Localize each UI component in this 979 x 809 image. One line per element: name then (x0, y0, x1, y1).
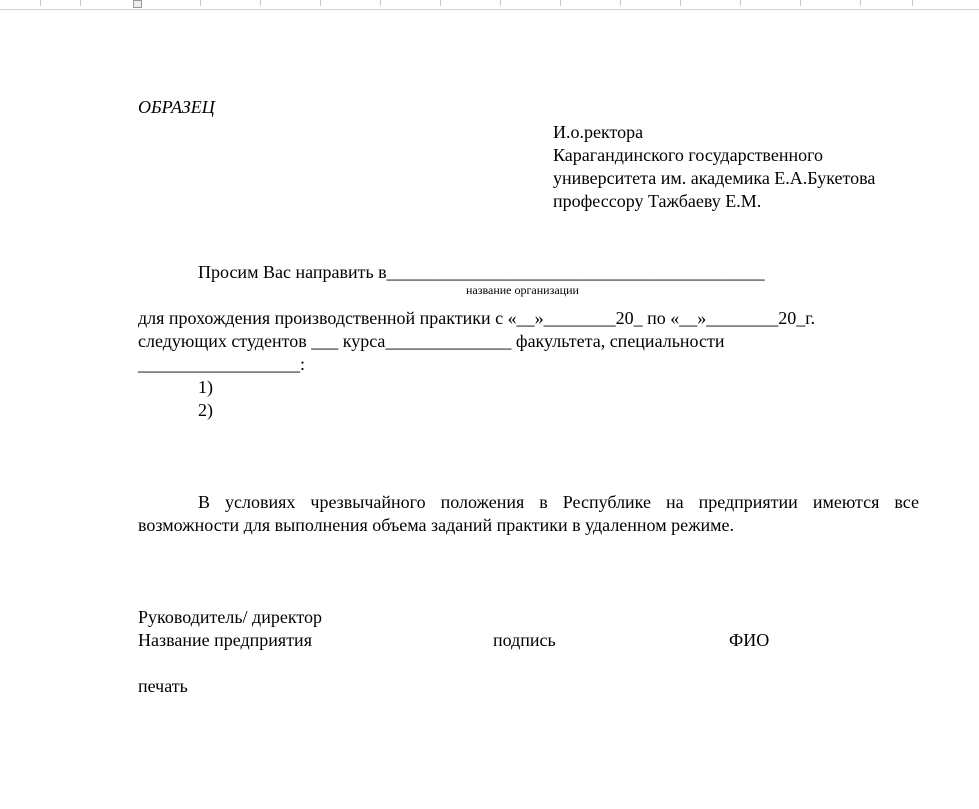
ruler-tick (740, 0, 741, 6)
ruler-tick (80, 0, 81, 6)
document-page[interactable] (0, 10, 979, 809)
ruler-tick (560, 0, 561, 6)
stamp-label: печать (138, 676, 188, 696)
body-line: для прохождения производственной практики с «__»________20_ по «__»________20_г. (138, 308, 816, 328)
list-item: 2) (198, 400, 213, 420)
body-line: __________________: (138, 354, 306, 374)
ruler-tick (260, 0, 261, 6)
ruler-tick (440, 0, 441, 6)
ruler-tick (500, 0, 501, 6)
list-item: 1) (198, 377, 213, 397)
ruler-tick (800, 0, 801, 6)
ruler-tick (380, 0, 381, 6)
signature-role: Руководитель/ директор (138, 607, 322, 627)
request-line: Просим Вас направить в__________________________________________ (198, 262, 765, 282)
signature-company: Название предприятия (138, 630, 312, 650)
ruler-tick (620, 0, 621, 6)
addressee-line: Карагандинского государственного (553, 145, 824, 165)
ruler-tick (860, 0, 861, 6)
ruler-tick (320, 0, 321, 6)
ruler-tick (912, 0, 913, 6)
ruler (0, 0, 979, 10)
addressee-line: И.о.ректора (553, 122, 644, 142)
sample-label: ОБРАЗЕЦ (138, 97, 215, 117)
body-line: следующих студентов ___ курса______________ факультета, специальности (138, 331, 725, 351)
ruler-tick (200, 0, 201, 6)
addressee-line: профессору Тажбаеву Е.М. (553, 191, 762, 211)
ruler-indent-handle[interactable] (133, 0, 142, 8)
signature-sign-label: подпись (493, 630, 556, 650)
addressee-line: университета им. академика Е.А.Букетова (553, 168, 876, 188)
addressee-block (553, 121, 875, 213)
remote-work-paragraph: В условиях чрезвычайного положения в Республике на предприятии имеются все возможности для выполнения объема заданий практики в удаленном режиме. (138, 492, 919, 535)
ruler-tick (680, 0, 681, 6)
ruler-tick (40, 0, 41, 6)
signature-fio-label: ФИО (729, 630, 770, 650)
organization-caption: название организации (466, 283, 579, 297)
